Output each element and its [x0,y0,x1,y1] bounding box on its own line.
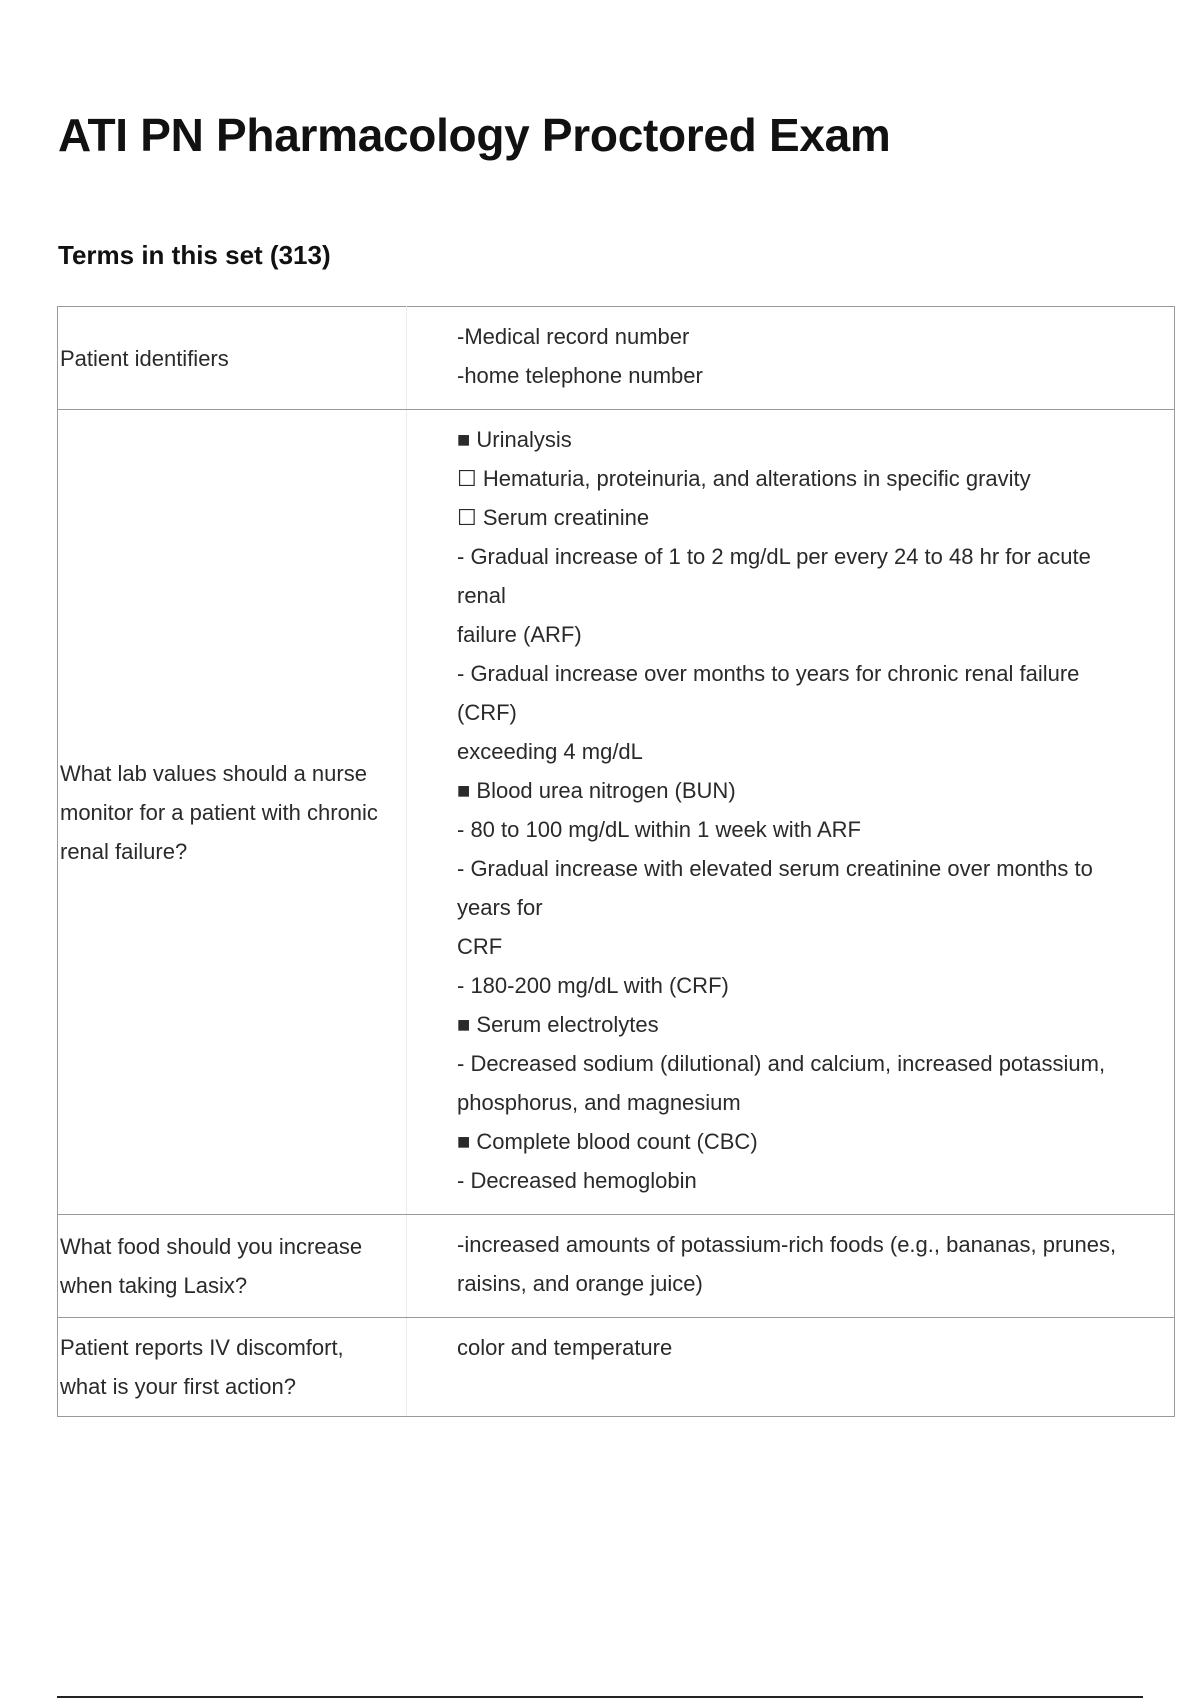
definition-line: exceeding 4 mg/dL [457,739,643,764]
term-cell: Patient reports IV discomfort, what is your first action? [58,1318,407,1417]
definition-line: ■ Urinalysis [457,427,572,452]
definition-line: -increased amounts of potassium-rich foods (e.g., bananas, prunes, raisins, and orange juice) [457,1232,1123,1296]
definition-line: - 180-200 mg/dL with (CRF) [457,973,729,998]
definition-line: - Gradual increase of 1 to 2 mg/dL per every 24 to 48 hr for acute renal [457,544,1097,608]
definition-line: -home telephone number [457,363,703,388]
definition-line: - Gradual increase over months to years for chronic renal failure (CRF) [457,661,1086,725]
definition-line: - Decreased sodium (dilutional) and calcium, increased potassium, [457,1051,1106,1076]
card-row [58,1318,1175,1417]
card-row [58,307,1175,410]
definition-line: ■ Complete blood count (CBC) [457,1129,758,1154]
definition-line: phosphorus, and magnesium [457,1090,741,1115]
term-cell: What food should you increase when taking Lasix? [58,1215,407,1318]
set-heading: Terms in this set (313) [58,240,331,270]
definition-line: color and temperature [457,1335,673,1360]
definition-line: ☐ Hematuria, proteinuria, and alterations in specific gravity [457,466,1031,491]
card-row [58,1215,1175,1318]
definition-line: ☐ Serum creatinine [457,505,650,530]
term-cell: Patient identifiers [58,307,407,410]
term-cell: What lab values should a nurse monitor for a patient with chronic renal failure? [58,410,407,1215]
card-row [58,410,1175,1215]
definition-line: - Decreased hemoglobin [457,1168,697,1193]
definition-cell [407,410,1175,1215]
definition-cell [407,1215,1175,1318]
definition-line: failure (ARF) [457,622,582,647]
definition-line: CRF [457,934,503,959]
definition-line: - 80 to 100 mg/dL within 1 week with ARF [457,817,861,842]
page-title: ATI PN Pharmacology Proctored Exam [58,109,891,161]
definition-line: ■ Serum electrolytes [457,1012,659,1037]
definition-line: -Medical record number [457,324,690,349]
footer-divider [57,1696,1143,1698]
definition-line: ■ Blood urea nitrogen (BUN) [457,778,736,803]
definition-cell [407,307,1175,410]
terms-table [57,306,1175,1417]
definition-line: - Gradual increase with elevated serum creatinine over months to years for [457,856,1099,920]
definition-cell [407,1318,1175,1417]
